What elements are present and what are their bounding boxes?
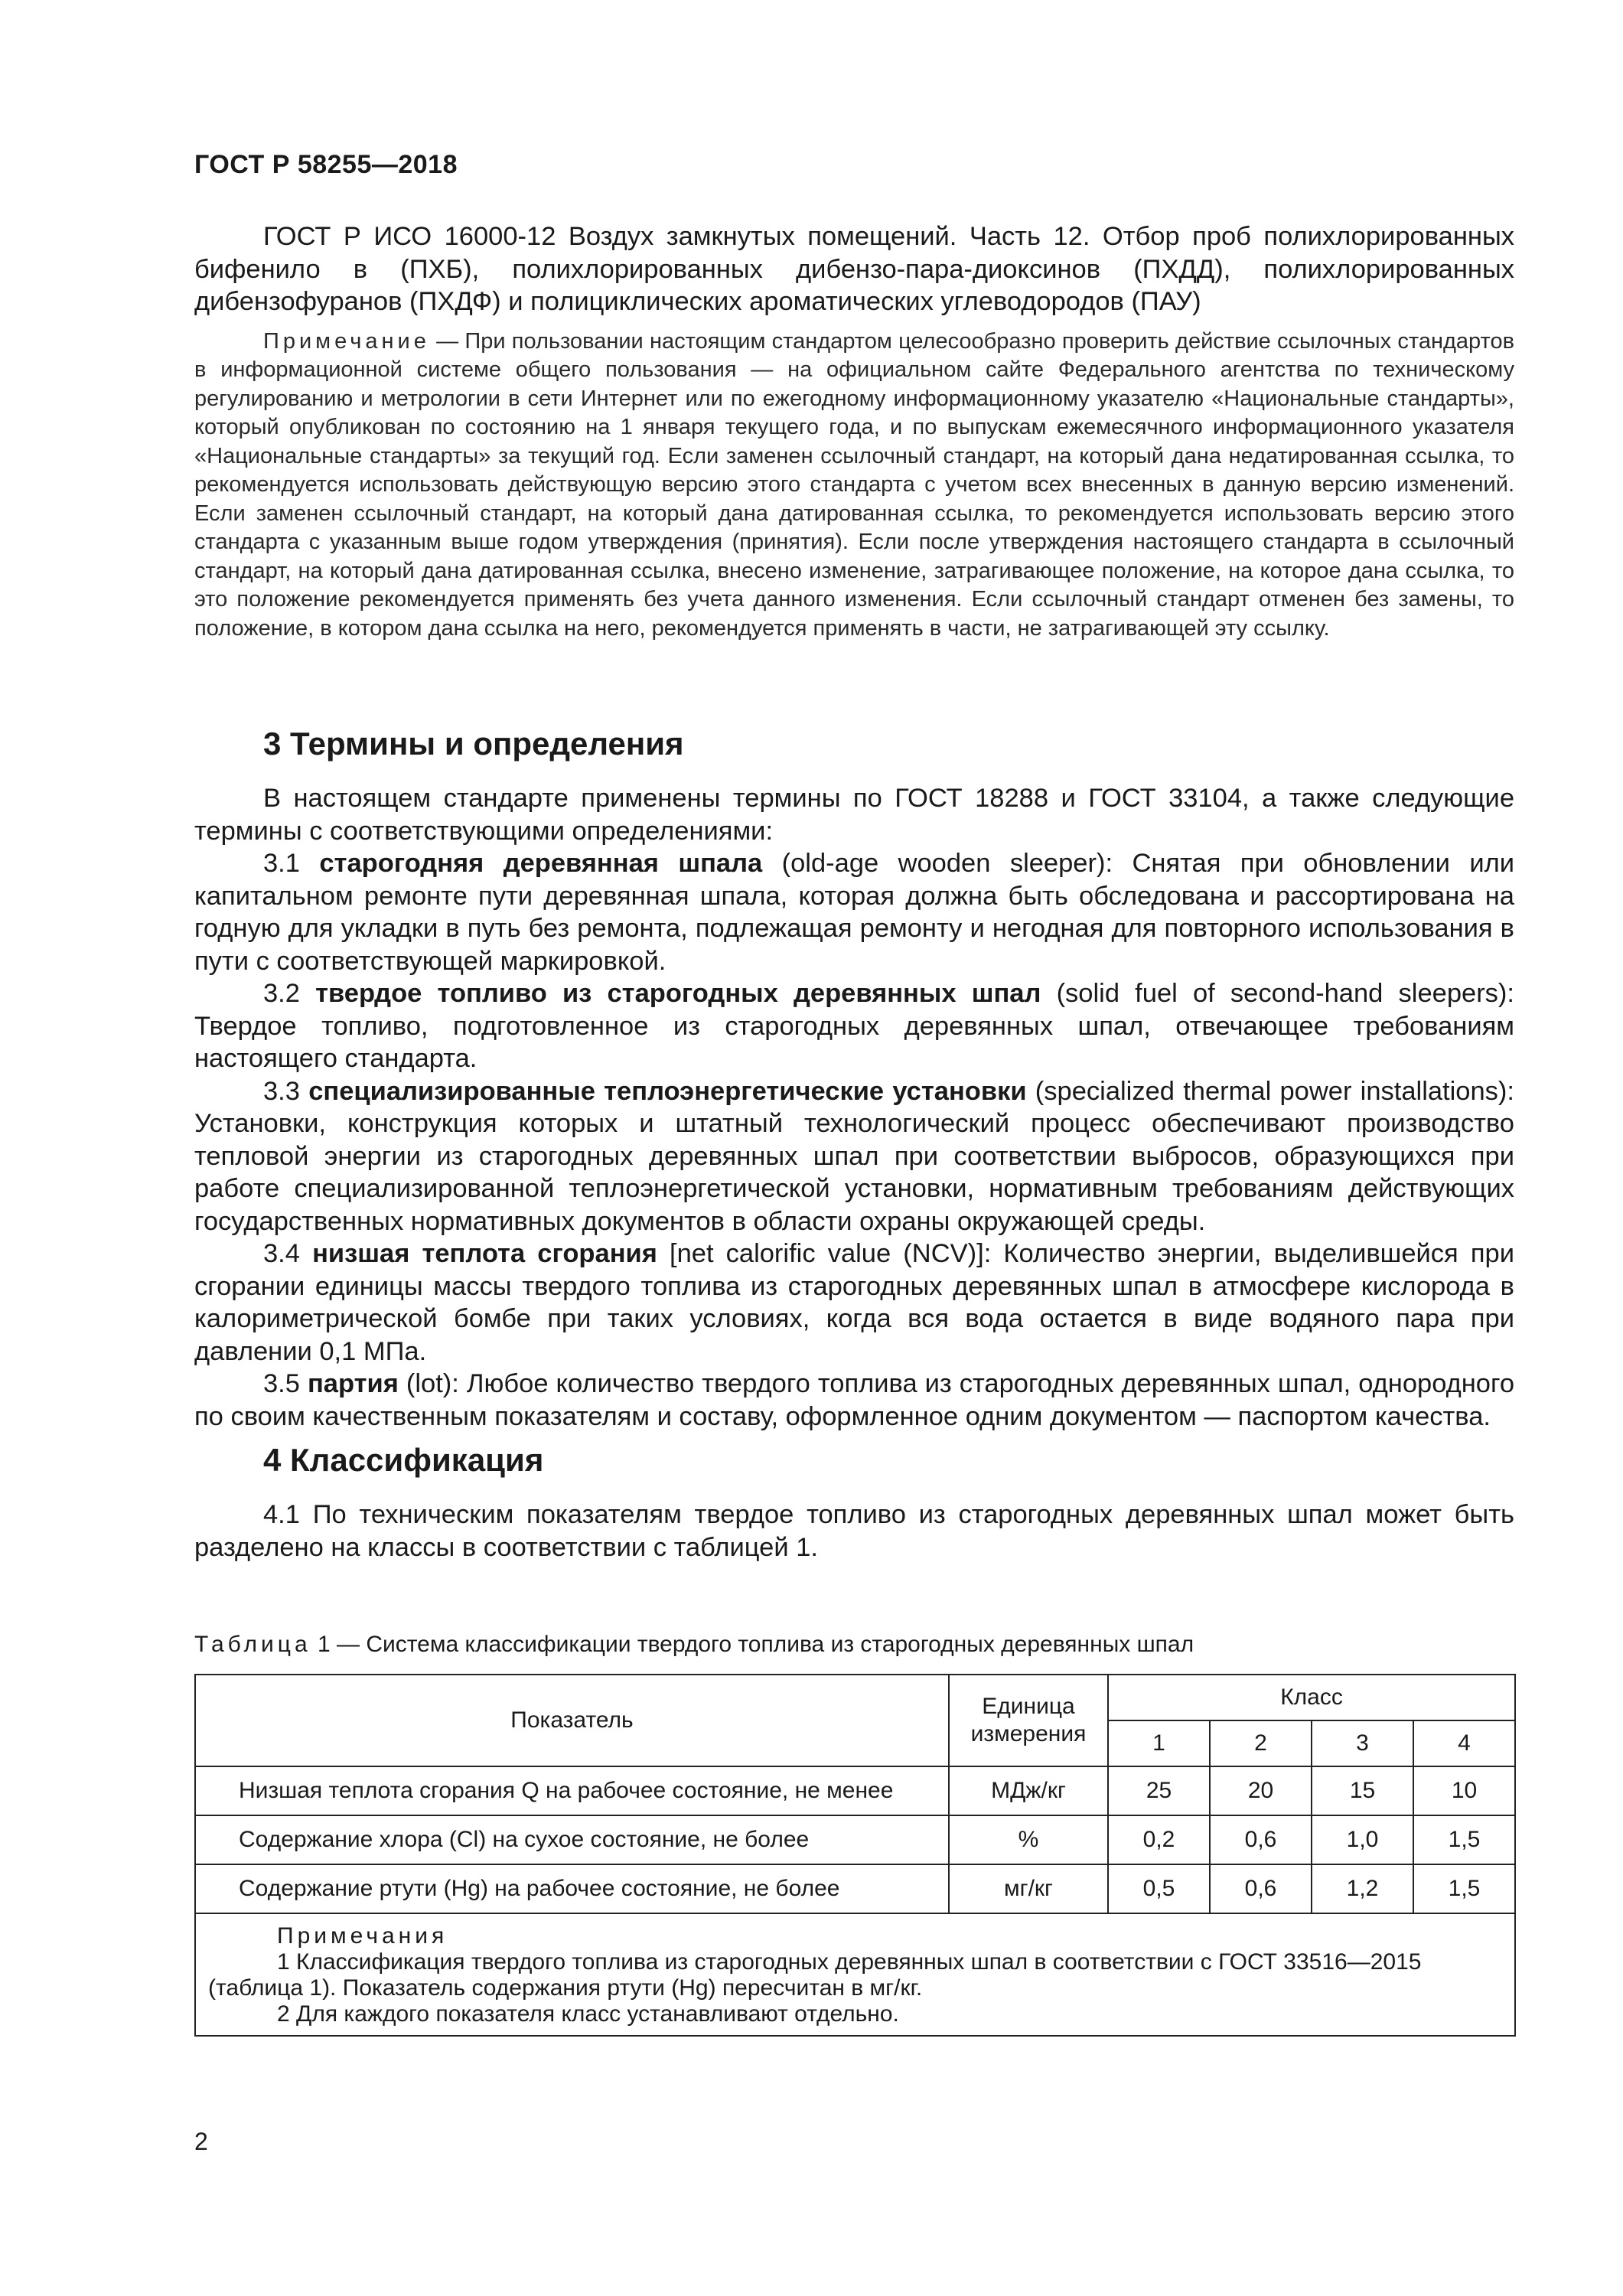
row-value: 15 xyxy=(1312,1766,1413,1815)
header-unit: Единица измерения xyxy=(949,1675,1108,1766)
row-value: 10 xyxy=(1413,1766,1515,1815)
section-3-heading: 3 Термины и определения xyxy=(263,726,684,762)
row-unit: % xyxy=(949,1815,1108,1864)
class-number: 4 xyxy=(1413,1720,1515,1766)
row-value: 0,2 xyxy=(1108,1815,1210,1864)
row-indicator: Содержание хлора (Cl) на сухое состояние, не более xyxy=(195,1815,949,1864)
table-row xyxy=(195,1864,1515,1913)
row-value: 1,2 xyxy=(1312,1864,1413,1913)
section-4 xyxy=(194,1442,1514,1564)
term-name: твердое топливо из старогодных деревянных шпал xyxy=(315,979,1041,1008)
term-3-4 xyxy=(194,1238,1514,1368)
term-definition: (lot): Любое количество твердого топлива из старогодных деревянных шпал, однородного по своим качественным показателям и составу, оформленное одним документом — паспортом качества. xyxy=(194,1369,1515,1431)
term-definition: (old-age wooden sleeper): Снятая при обновлении или капитальном ремонте пути деревянная шпала, которая должна быть обследована и рассортирована на годную для укладки в путь без ремонта, подлежащая ремонту и негодная для повторного использования в пути с соответствующей маркировкой. xyxy=(194,849,1515,976)
table-notes-row xyxy=(195,1913,1515,2036)
row-value: 1,0 xyxy=(1312,1815,1413,1864)
table-note-2: 2 Для каждого показателя класс устанавливают отдельно. xyxy=(277,2001,899,2027)
term-name: старогодняя деревянная шпала xyxy=(319,849,763,878)
section-4-heading: 4 Классификация xyxy=(263,1442,544,1478)
note-text: — При пользовании настоящим стандартом целесообразно проверить действие ссылочных стандартов в информационной системе общего пользования — на официальном сайте Федерального агентства по техническому регулированию и метрологии в сети Интернет или по ежегодному информационному указателю «Национальные стандарты», который опубликован по состоянию на 1 января текущего года, и по выпускам ежемесячного информационного указателя «Национальные стандарты» за текущий год. Если заменен ссылочный стандарт, на который дана недатированная ссылка, то рекомендуется использовать действующую версию этого стандарта с учетом всех внесенных в данную версию изменений. Если заменен ссылочный стандарт, на который дана датированная ссылка, то рекомендуется использовать версию этого стандарта с указанным выше годом утверждения (принятия). Если после утверждения настоящего стандарта в ссылочный стандарт, на который дана датированная ссылка, внесено изменение, затрагивающее положение, на которое дана ссылка, то это положение рекомендуется применять без учета данного изменения. Если ссылочный стандарт отменен без замены, то положение, в котором дана ссылка на него, рекомендуется применять в части, не затрагивающей эту ссылку. xyxy=(194,328,1514,641)
table-header-row xyxy=(195,1675,1515,1720)
class-number: 2 xyxy=(1210,1720,1312,1766)
row-unit: мг/кг xyxy=(949,1864,1108,1913)
table-notes xyxy=(195,1913,1515,2036)
row-value: 0,6 xyxy=(1210,1815,1312,1864)
reference-note xyxy=(194,328,1514,644)
note-label: Примечание xyxy=(263,328,430,354)
term-definition: (specialized thermal power installations): Установки, конструкция которых и штатный технологический процесс обеспечивают производство тепловой энергии из старогодных деревянных шпал при соответствии выбросов, образующихся при работе специализированной теплоэнергетической установки, нормативным требованиям действующих государственных нормативных документов в области охраны окружающей среды. xyxy=(194,1076,1515,1236)
term-number: 3.2 xyxy=(263,979,316,1008)
table-note-1: 1 Классификация твердого топлива из старогодных деревянных шпал в соответствии с ГОСТ 33516—2015 (таблица 1). Показатель содержания ртути (Hg) пересчитан в мг/кг. xyxy=(208,1949,1422,2001)
page-header-title: ГОСТ Р 58255—2018 xyxy=(194,150,458,179)
header-class: Класс xyxy=(1108,1675,1515,1720)
term-definition: [net calorific value (NCV)]: Количество энергии, выделившейся при сгорании единицы массы твердого топлива из старогодных деревянных шпал в атмосфере кислорода в калориметрической бомбе при таких условиях, когда вся вода остается в виде водяного пара при давлении 0,1 МПа. xyxy=(194,1239,1514,1366)
row-value: 0,5 xyxy=(1108,1864,1210,1913)
reference-paragraph: ГОСТ Р ИСО 16000-12 Воздух замкнутых помещений. Часть 12. Отбор проб полихлорированных бифенило в (ПХБ), полихлорированных дибензо-пара-диоксинов (ПХДД), полихлорированных дибензофуранов (ПХДФ) и полициклических ароматических углеводородов (ПАУ) xyxy=(194,222,1514,316)
table-row xyxy=(195,1815,1515,1864)
row-indicator: Низшая теплота сгорания Q на рабочее состояние, не менее xyxy=(195,1766,949,1815)
term-3-5 xyxy=(194,1368,1514,1433)
table-row xyxy=(195,1766,1515,1815)
section-4-paragraph: 4.1 По техническим показателям твердое топливо из старогодных деревянных шпал может быть разделено на классы в соответствии с таблицей 1. xyxy=(194,1500,1514,1562)
row-value: 1,5 xyxy=(1413,1815,1515,1864)
table-caption-text: 1 — Система классификации твердого топлива из старогодных деревянных шпал xyxy=(311,1632,1194,1657)
table-caption xyxy=(194,1632,1514,1658)
row-value: 25 xyxy=(1108,1766,1210,1815)
term-number: 3.4 xyxy=(263,1239,313,1268)
class-number: 1 xyxy=(1108,1720,1210,1766)
term-3-3 xyxy=(194,1075,1514,1238)
term-3-2 xyxy=(194,977,1514,1075)
term-number: 3.1 xyxy=(263,849,320,878)
class-number: 3 xyxy=(1312,1720,1413,1766)
intro-block xyxy=(194,220,1514,643)
row-value: 20 xyxy=(1210,1766,1312,1815)
header-indicator: Показатель xyxy=(195,1675,949,1766)
table-notes-label: Примечания xyxy=(277,1923,448,1949)
term-name: партия xyxy=(307,1369,399,1398)
section-3 xyxy=(194,726,1514,1433)
row-value: 1,5 xyxy=(1413,1864,1515,1913)
term-3-1 xyxy=(194,847,1514,977)
classification-table xyxy=(194,1674,1516,2037)
term-name: низшая теплота сгорания xyxy=(312,1239,657,1268)
table-caption-label: Таблица xyxy=(194,1632,311,1657)
row-value: 0,6 xyxy=(1210,1864,1312,1913)
row-indicator: Содержание ртути (Hg) на рабочее состояние, не более xyxy=(195,1864,949,1913)
term-number: 3.5 xyxy=(263,1369,308,1398)
page-number: 2 xyxy=(194,2128,208,2155)
row-unit: МДж/кг xyxy=(949,1766,1108,1815)
term-definition: (solid fuel of second-hand sleepers): Твердое топливо, подготовленное из старогодных деревянных шпал, отвечающее требованиям настоящего стандарта. xyxy=(194,979,1515,1073)
section-3-lead: В настоящем стандарте применены термины по ГОСТ 18288 и ГОСТ 33104, а также следующие термины с соответствующими определениями: xyxy=(194,784,1514,846)
term-name: специализированные теплоэнергетические установки xyxy=(308,1076,1027,1106)
term-number: 3.3 xyxy=(263,1076,309,1106)
